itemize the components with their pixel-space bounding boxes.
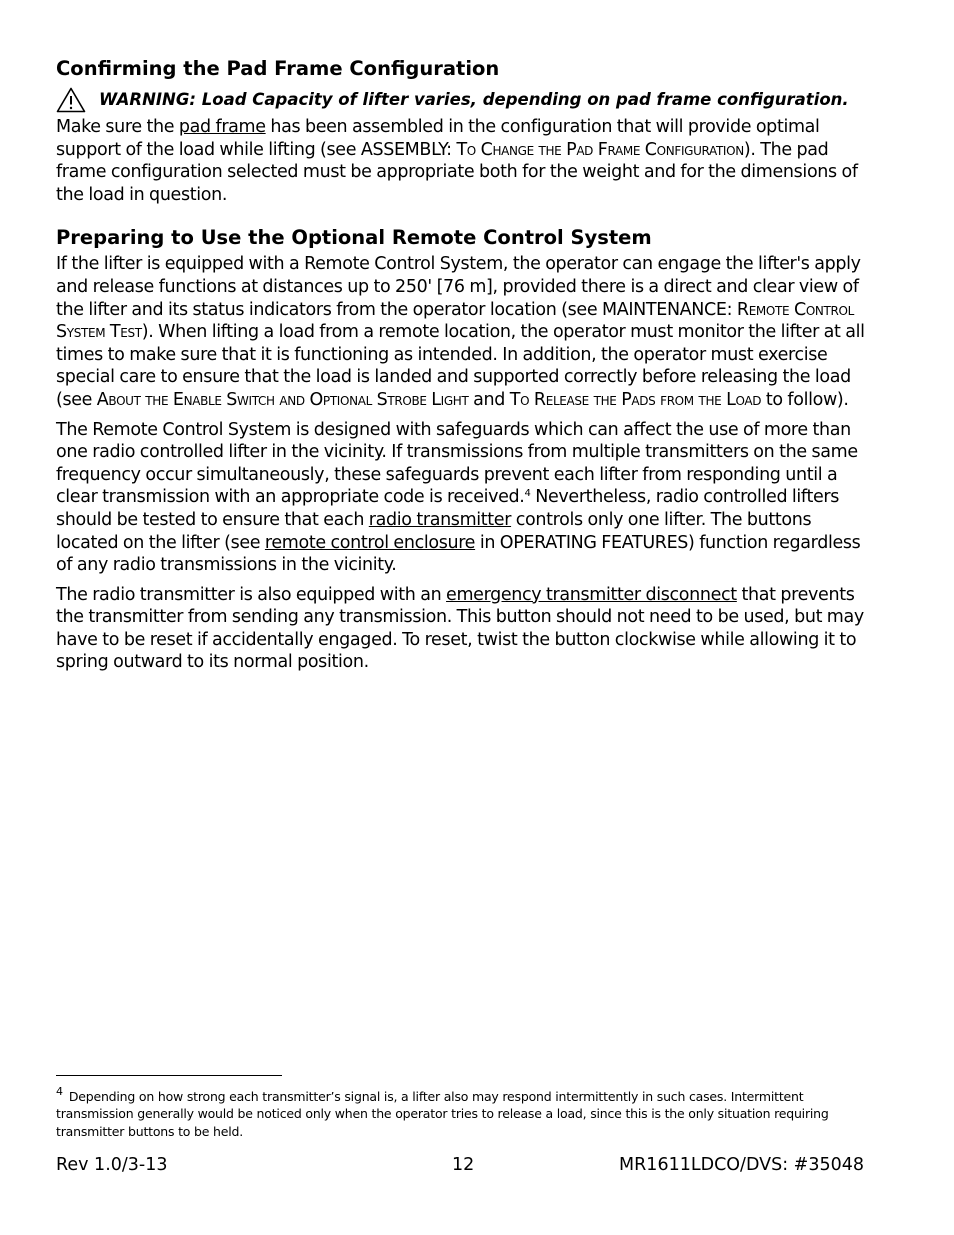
ref-release-pads: To Release the Pads from the Load <box>509 389 762 410</box>
footnote-marker: 4 <box>56 1085 63 1098</box>
link-remote-control-enclosure[interactable]: remote control enclosure <box>264 532 476 553</box>
paragraph-remote-intro: If the lifter is equipped with a Remote Control System, the operator can engage the lifter's apply and release functions at distances up to 250' [76 m], provided there is a direct and clear view of the lifter and its status indicators from the operator location (see MAINTENANCE: Remote Control System Test). When lifting a load from a remote location, the operator must monitor the lifter at all times to make sure that it is functioning as intended. In addition, the operator must exercise special care to ensure that the load is landed and supported correctly before releasing the load (see About the Enable Switch and Optional Strobe Light and To Release the Pads from the Load to follow). <box>56 254 865 410</box>
footer-revision: Rev 1.0/3-13 <box>56 1155 168 1175</box>
warning-text: WARNING: Load Capacity of lifter varies, depending on pad frame configuration. <box>99 90 849 109</box>
ref-change-configuration: To Change the Pad Frame Configuration <box>456 139 744 160</box>
page-footer <box>56 1155 864 1179</box>
footnote-text: Depending on how strong each transmitter’s signal is, a lifter also may respond intermittently in such cases. Intermittent transmission generally would be noticed only when the operator tries to release a load, since this is the only situation requiring transmitter buttons to be held. <box>56 1089 829 1139</box>
link-radio-transmitter[interactable]: radio transmitter <box>368 509 512 530</box>
link-pad-frame[interactable]: pad frame <box>178 117 266 137</box>
section-heading-remote-control: Preparing to Use the Optional Remote Control System <box>56 226 652 250</box>
warning-triangle-icon <box>56 87 86 113</box>
footer-page-number: 12 <box>452 1155 475 1175</box>
footnote-divider <box>56 1075 282 1076</box>
ref-remote-control-test: Remote Control System Test <box>56 299 854 343</box>
warning-callout <box>56 87 868 113</box>
footer-document-id: MR1611LDCO/DVS: #35048 <box>619 1155 864 1175</box>
footnote-reference[interactable]: 4 <box>524 488 531 500</box>
footnote <box>56 1085 868 1140</box>
section-heading-pad-frame: Confirming the Pad Frame Configuration <box>56 57 500 80</box>
page-content <box>56 55 868 681</box>
paragraph-pad-frame: Make sure the pad frame has been assembled in the configuration that will provide optimal support of the load while lifting (see ASSEMBLY: To Change the Pad Frame Configuration). The pad frame configuration selected must be appropriate both for the weight and for the dimensions of the load in question. <box>56 117 858 205</box>
paragraph-safeguards: The Remote Control System is designed with safeguards which can affect the use of more than one radio controlled lifter in the vicinity. If transmissions from multiple transmitters on the same frequency occur simultaneously, these safeguards prevent each lifter from responding until a clear transmission with an appropriate code is received.$^4$ Nevertheless, radio controlled lifters should be tested to ensure that each radio transmitter controls only one lifter. The buttons located on the lifter (see remote control enclosure in OPERATING FEATURES) function regardless of any radio transmissions in the vicinity. <box>56 419 861 576</box>
ref-enable-switch: About the Enable Switch and Optional Strobe Light <box>96 389 469 410</box>
paragraph-emergency-disconnect: The radio transmitter is also equipped with an emergency transmitter disconnect that prevents the transmitter from sending any transmission. This button should not need to be used, but may have to be reset if accidentally engaged. To reset, twist the button clockwise while allowing it to spring outward to its normal position. <box>56 584 864 673</box>
link-emergency-disconnect[interactable]: emergency transmitter disconnect <box>446 584 737 605</box>
